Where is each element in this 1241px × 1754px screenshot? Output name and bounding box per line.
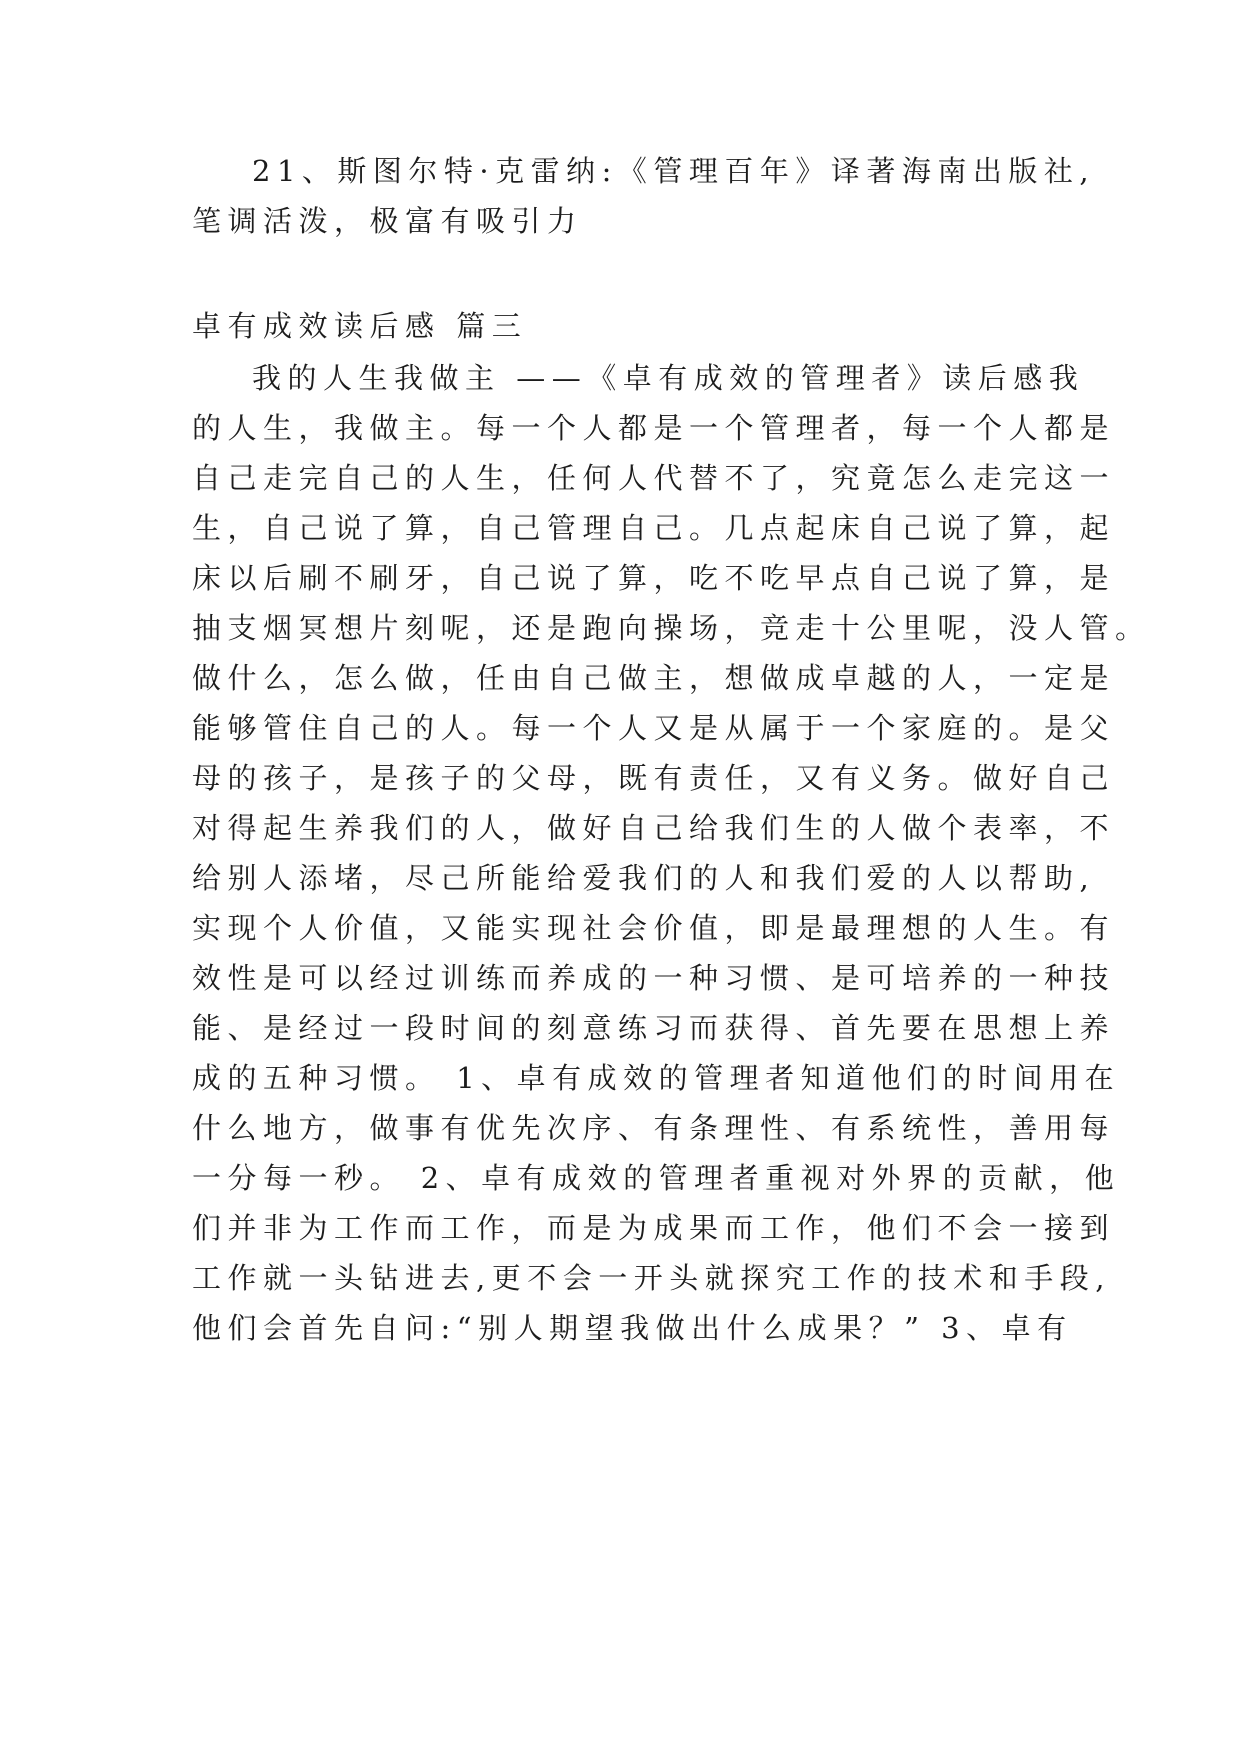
paragraph-line: 实现个人价值，又能实现社会价值，即是最理想的人生。有 — [192, 911, 1116, 945]
paragraph-line: 抽支烟冥想片刻呢，还是跑向操场，竞走十公里呢，没人管。 — [192, 611, 1151, 645]
section-heading: 卓有成效读后感 篇三 — [192, 309, 528, 343]
paragraph-line: 给别人添堵，尽己所能给爱我们的人和我们爱的人以帮助, — [192, 861, 1096, 895]
paragraph-line: 生，自己说了算，自己管理自己。几点起床自己说了算，起 — [192, 511, 1116, 545]
paragraph-line: 的人生，我做主。每一个人都是一个管理者，每一个人都是 — [192, 411, 1116, 445]
paragraph-line: 自己走完自己的人生，任何人代替不了，究竟怎么走完这一 — [192, 461, 1116, 495]
paragraph-line: 母的孩子，是孩子的父母，既有责任，又有义务。做好自己 — [192, 761, 1116, 795]
paragraph-line: 效性是可以经过训练而养成的一种习惯、是可培养的一种技 — [192, 961, 1116, 995]
paragraph-line: 工作就一头钻进去,更不会一开头就探究工作的技术和手段, — [192, 1261, 1111, 1295]
paragraph-line: 做什么，怎么做，任由自己做主，想做成卓越的人，一定是 — [192, 661, 1116, 695]
paragraph-line: 21、斯图尔特·克雷纳:《管理百年》译著海南出版社, — [252, 154, 1096, 188]
paragraph-line: 对得起生养我们的人，做好自己给我们生的人做个表率，不 — [192, 811, 1116, 845]
paragraph-line: 什么地方，做事有优先次序、有条理性、有系统性，善用每 — [192, 1111, 1116, 1145]
paragraph-line: 们并非为工作而工作，而是为成果而工作，他们不会一接到 — [192, 1211, 1116, 1245]
paragraph-line: 能、是经过一段时间的刻意练习而获得、首先要在思想上养 — [192, 1011, 1116, 1045]
paragraph-line: 我的人生我做主 ——《卓有成效的管理者》读后感我 — [252, 361, 1085, 395]
paragraph-line: 一分每一秒。 2、卓有成效的管理者重视对外界的贡献，他 — [192, 1161, 1121, 1195]
paragraph-line: 能够管住自己的人。每一个人又是从属于一个家庭的。是父 — [192, 711, 1116, 745]
paragraph-line: 他们会首先自问:“别人期望我做出什么成果？” 3、卓有 — [192, 1311, 1073, 1345]
paragraph-line: 床以后刷不刷牙，自己说了算，吃不吃早点自己说了算，是 — [192, 561, 1116, 595]
paragraph-line: 成的五种习惯。 1、卓有成效的管理者知道他们的时间用在 — [192, 1061, 1121, 1095]
paragraph-line: 笔调活泼，极富有吸引力 — [192, 204, 583, 238]
